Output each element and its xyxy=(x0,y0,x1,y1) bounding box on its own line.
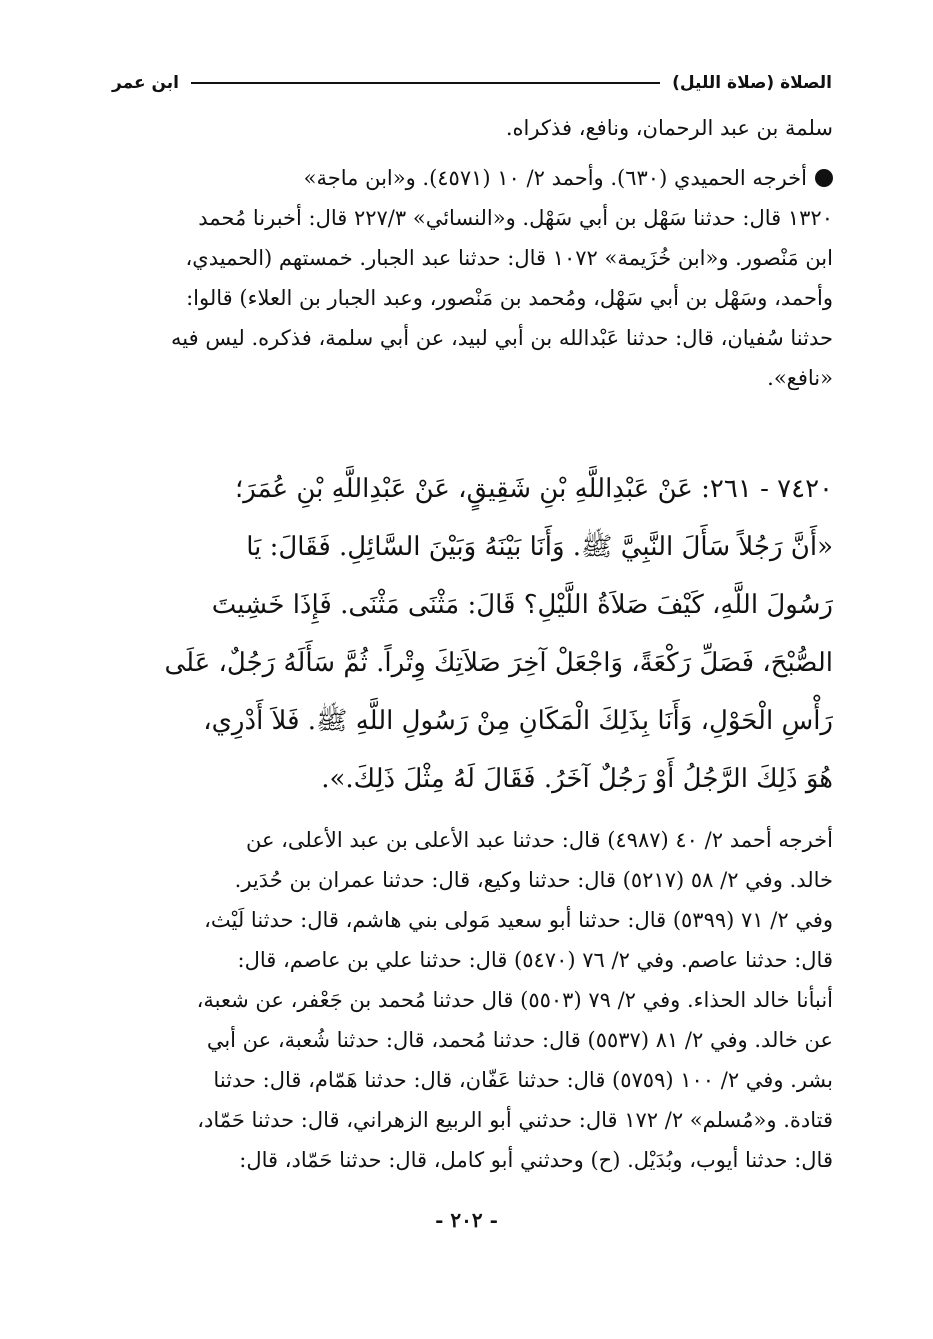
hadith-text-line: الصُّبْحَ، فَصَلِّ رَكْعَةً، وَاجْعَلْ آخِرَ صَلاَتِكَ وِتْراً. ثُمَّ سَأَلَهُ رَجُلٌ، عَلَى xyxy=(164,648,833,678)
chapter-title: الصلاة (صلاة الليل) xyxy=(672,73,832,93)
takhrij-line: بشر. وفي ٢/ ١٠٠ (٥٧٥٩) قال: حدثنا عَفّان، قال: حدثنا هَمّام، قال: حدثنا xyxy=(213,1068,833,1092)
hadith-text-line: رَأْسِ الْحَوْلِ، وَأَنَا بِذَلِكَ الْمَكَانِ مِنْ رَسُولِ اللَّهِ ﷺ. فَلاَ أَدْرِي، xyxy=(203,706,833,736)
header-rule xyxy=(191,82,660,84)
takhrij-line: وأحمد، وسَهْل بن أبي سَهْل، ومُحمد بن مَنْصور، وعبد الجبار بن العلاء) قالوا: xyxy=(186,286,833,310)
musnad-name: ابن عمر xyxy=(112,73,180,93)
takhrij-line: قتادة. و«مُسلم» ٢/ ١٧٢ قال: حدثني أبو الربيع الزهراني، قال: حدثنا حَمّاد، xyxy=(197,1108,833,1132)
takhrij-line: خالد. وفي ٢/ ٥٨ (٥٢١٧) قال: حدثنا وكيع، قال: حدثنا عمران بن حُدَير. xyxy=(234,868,833,892)
takhrij-line: ابن مَنْصور. و«ابن خُزَيمة» ١٠٧٢ قال: حدثنا عبد الجبار. خمستهم (الحميدي، xyxy=(185,246,833,270)
running-header xyxy=(112,68,832,98)
hadith-text-line: رَسُولَ اللَّهِ، كَيْفَ صَلاَةُ اللَّيْلِ؟ قَالَ: مَثْنَى مَثْنَى. فَإِذَا خَشِيتَ xyxy=(211,590,833,620)
takhrij-line: «نافع». xyxy=(767,366,833,390)
takhrij-line: أخرجه أحمد ٢/ ٤٠ (٤٩٨٧) قال: حدثنا عبد الأعلى بن عبد الأعلى، عن xyxy=(245,828,833,852)
takhrij-line: عن خالد. وفي ٢/ ٨١ (٥٥٣٧) قال: حدثنا مُحمد، قال: حدثنا شُعبة، عن أبي xyxy=(206,1028,833,1052)
takhrij-line: قال: حدثنا أيوب، وبُدَيْل. (ح) وحدثني أبو كامل، قال: حدثنا حَمّاد، قال: xyxy=(239,1148,833,1172)
page-number: - ٢٠٢ - xyxy=(435,1208,498,1232)
takhrij-line: أنبأنا خالد الحذاء. وفي ٢/ ٧٩ (٥٥٠٣) قال حدثنا مُحمد بن جَعْفر، عن شعبة، xyxy=(196,988,833,1012)
hadith-text-line: «أَنَّ رَجُلاً سَأَلَ النَّبِيَّ ﷺ. وَأَنَا بَيْنَهُ وَبَيْنَ السَّائِلِ. فَقَالَ: يَا xyxy=(246,532,833,562)
continuation-line: سلمة بن عبد الرحمان، ونافع، فذكراه. xyxy=(505,116,833,140)
bullet-icon xyxy=(815,169,833,187)
hadith-text-line: هُوَ ذَلِكَ الرَّجُلُ أَوْ رَجُلٌ آخَرُ. فَقَالَ لَهُ مِثْلَ ذَلِكَ.». xyxy=(321,764,833,794)
takhrij-line: أخرجه الحميدي (٦٣٠). وأحمد ٢/ ١٠ (٤٥٧١). و«ابن ماجة» xyxy=(113,158,833,198)
takhrij-line: ١٣٢٠ قال: حدثنا سَهْل بن أبي سَهْل. و«النسائي» ٢٢٧/٣ قال: أخبرنا مُحمد xyxy=(198,206,833,230)
takhrij-line: حدثنا سُفيان، قال: حدثنا عَبْدالله بن أبي لبيد، عن أبي سلمة، فذكره. ليس فيه xyxy=(171,326,833,350)
hadith-heading: ٧٤٢٠ - ٢٦١: عَنْ عَبْدِاللَّهِ بْنِ شَقِيقٍ، عَنْ عَبْدِاللَّهِ بْنِ عُمَرَ؛ xyxy=(234,474,833,504)
takhrij-line: وفي ٢/ ٧١ (٥٣٩٩) قال: حدثنا أبو سعيد مَولى بني هاشم، قال: حدثنا لَيْث، xyxy=(204,908,833,932)
takhrij-line: قال: حدثنا عاصم. وفي ٢/ ٧٦ (٥٤٧٠) قال: حدثنا علي بن عاصم، قال: xyxy=(237,948,833,972)
